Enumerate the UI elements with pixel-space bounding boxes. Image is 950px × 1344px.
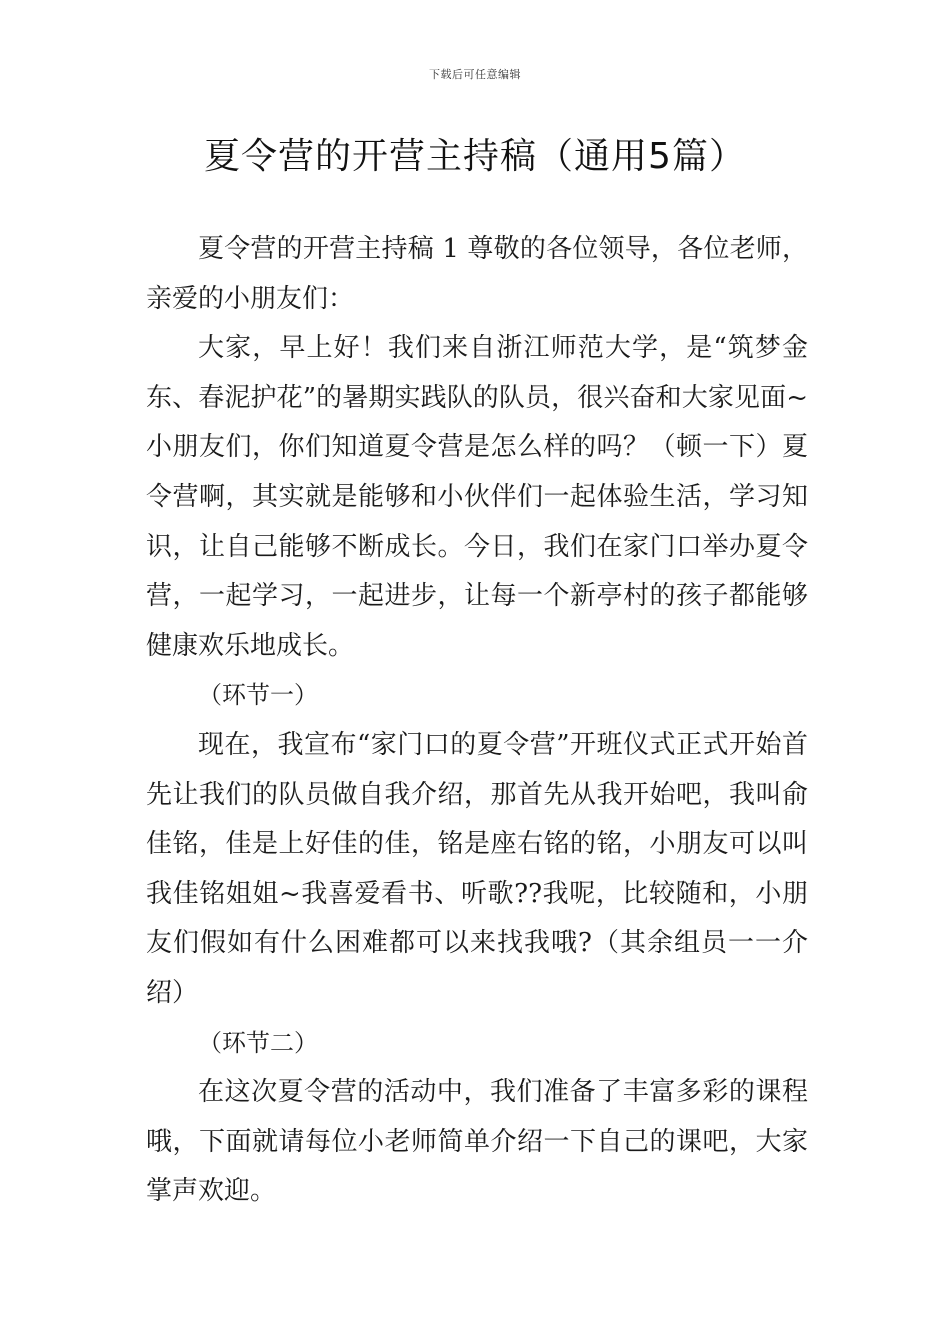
header-note: 下载后可任意编辑	[429, 68, 521, 81]
paragraph-introductions: 现在，我宣布“家门口的夏令营”开班仪式正式开始首先让我们的队员做自我介绍，那首先从我开始吧，我叫俞佳铭，佳是上好佳的佳，铭是座右铭的铭，小朋友可以叫我佳铭姐姐~我喜爱看书、听歌??我呢，比较随和，小朋友们假如有什么困难都可以来找我哦?（其余组员一一介绍）	[146, 729, 808, 1008]
paragraph-opening: 夏令营的开营主持稿 1 尊敬的各位领导，各位老师，亲爱的小朋友们：	[146, 234, 808, 314]
section-heading-2: （环节二）	[198, 1028, 318, 1057]
paragraph-greeting: 大家，早上好！我们来自浙江师范大学，是“筑梦金东、春泥护花”的暑期实践队的队员，很兴奋和大家见面~小朋友们，你们知道夏令营是怎么样的吗？（顿一下）夏令营啊，其实就是能够和小伙伴们一起体验生活，学习知识，让自己能够不断成长。今日，我们在家门口举办夏令营，一起学习，一起进步，让每一个新亭村的孩子都能够健康欢乐地成长。	[146, 333, 808, 661]
paragraph-courses: 在这次夏令营的活动中，我们准备了丰富多彩的课程哦，下面就请每位小老师简单介绍一下自己的课吧，大家掌声欢迎。	[146, 1077, 808, 1207]
section-heading-1: （环节一）	[198, 681, 318, 710]
document-body	[146, 225, 808, 1217]
document-title: 夏令营的开营主持稿（通用5篇）	[204, 136, 746, 177]
